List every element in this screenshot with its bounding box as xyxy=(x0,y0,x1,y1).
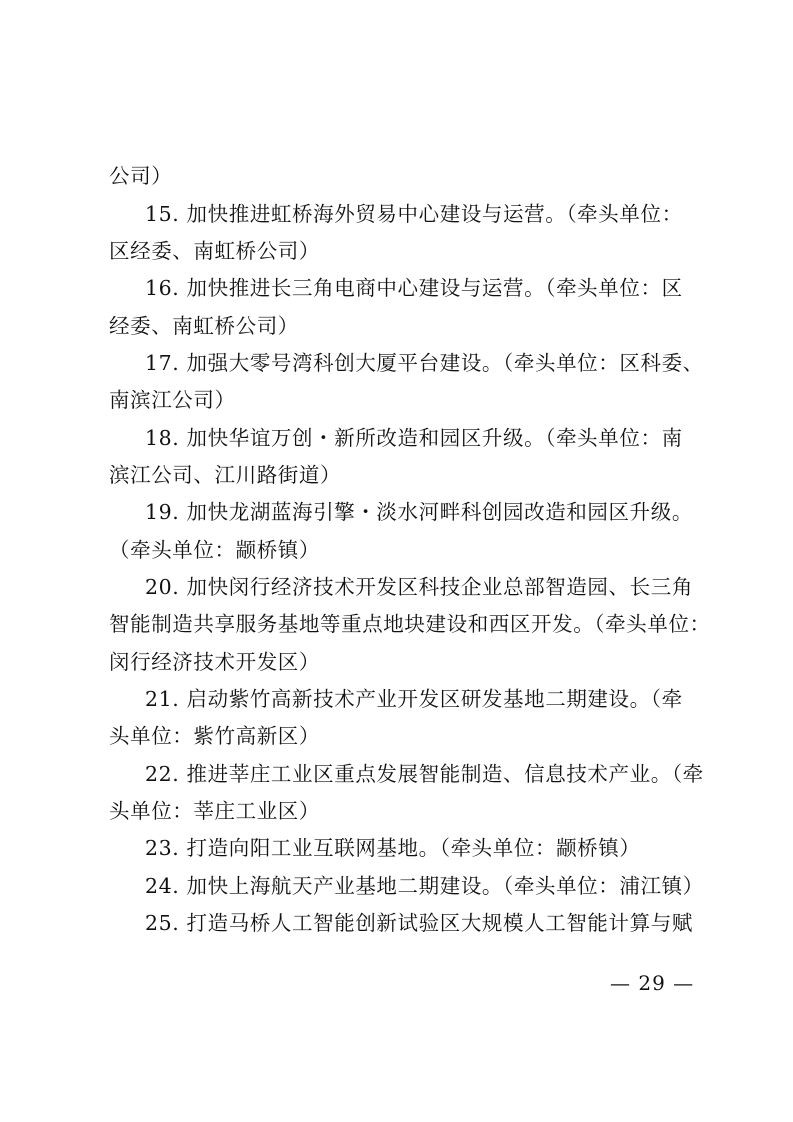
text-line: 21. 启动紫竹高新技术产业开发区研发基地二期建设。（牵 xyxy=(145,687,683,711)
text-line: 智能制造共享服务基地等重点地块建设和西区开发。（牵头单位： xyxy=(109,612,711,636)
text-line: 22. 推进莘庄工业区重点发展智能制造、信息技术产业。（牵 xyxy=(145,762,704,786)
text-line: 闵行经济技术开发区） xyxy=(109,650,320,674)
text-line: 滨江公司、江川路街道） xyxy=(109,463,342,487)
text-line: 经委、南虹桥公司） xyxy=(109,314,299,338)
page-number: — 29 — xyxy=(610,971,695,995)
text-line: 15. 加快推进虹桥海外贸易中心建设与运营。（牵头单位： xyxy=(145,202,683,226)
text-line: 公司） xyxy=(109,164,173,188)
text-line: 20. 加快闵行经济技术开发区科技企业总部智造园、长三角 xyxy=(145,575,693,599)
text-line: 23. 打造向阳工业互联网基地。（牵头单位：颛桥镇） xyxy=(145,836,641,860)
text-line: 头单位：莘庄工业区） xyxy=(109,799,320,823)
text-line: 17. 加强大零号湾科创大厦平台建设。（牵头单位：区科委、 xyxy=(145,351,704,375)
text-line: 南滨江公司） xyxy=(109,388,236,412)
text-line: 18. 加快华谊万创・新所改造和园区升级。（牵头单位：南 xyxy=(145,426,683,450)
text-line: 区经委、南虹桥公司） xyxy=(109,239,320,263)
text-line: 24. 加快上海航天产业基地二期建设。（牵头单位：浦江镇） xyxy=(145,874,704,898)
text-line: 头单位：紫竹高新区） xyxy=(109,724,320,748)
text-line: 25. 打造马桥人工智能创新试验区大规模人工智能计算与赋 xyxy=(145,911,693,935)
text-line: （牵头单位：颛桥镇） xyxy=(109,538,320,562)
text-line: 19. 加快龙湖蓝海引擎・淡水河畔科创园改造和园区升级。 xyxy=(145,500,693,524)
text-line: 16. 加快推进长三角电商中心建设与运营。（牵头单位：区 xyxy=(145,276,683,300)
